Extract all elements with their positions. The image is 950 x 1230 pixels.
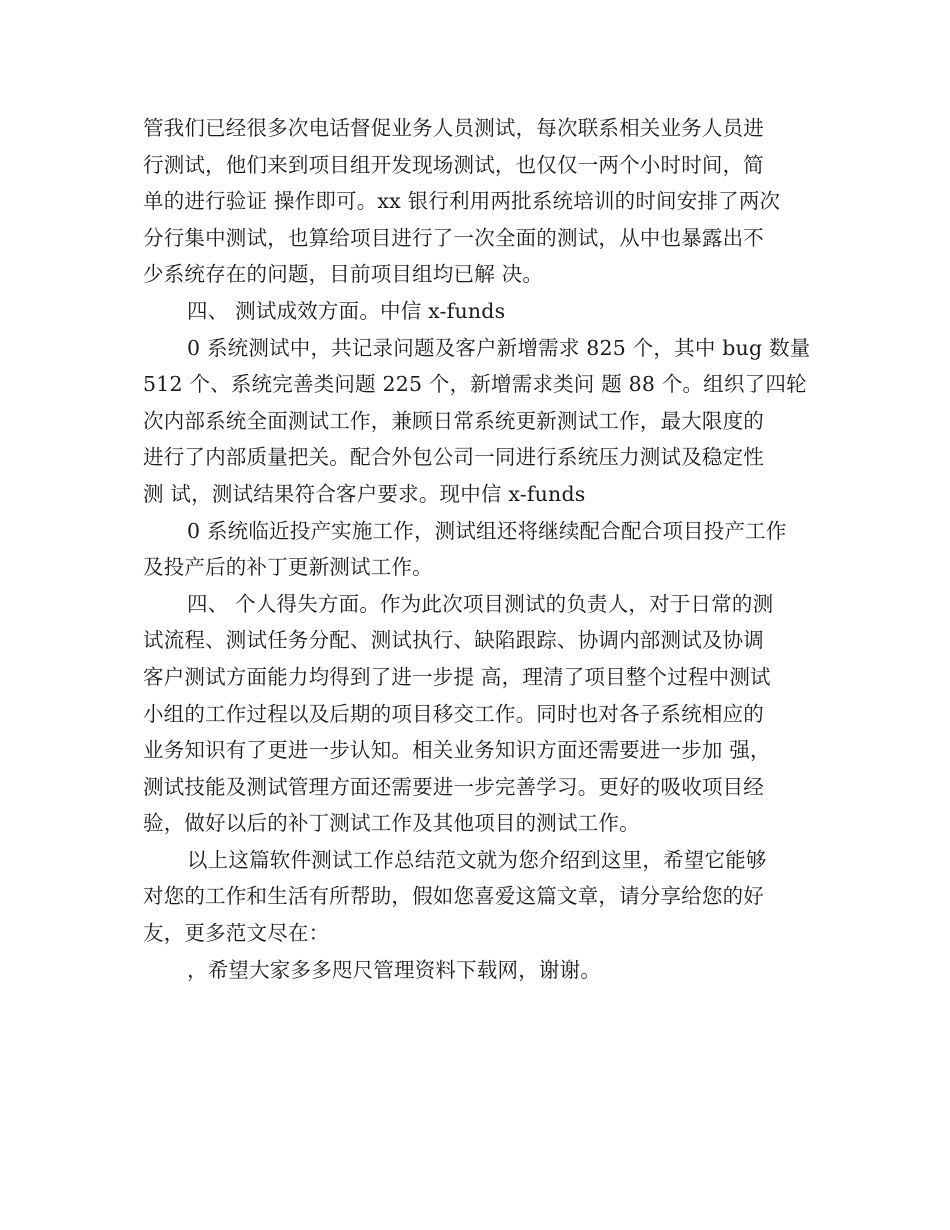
text-line: 行测试，他们来到项目组开发现场测试，也仅仅一两个小时时间，简 <box>143 152 764 177</box>
text-line: 小组的工作过程以及后期的项目移交工作。同时也对各子系统相应的 <box>143 701 764 726</box>
text-line: 试流程、测试任务分配、测试执行、缺陷跟踪、协调内部测试及协调 <box>143 628 764 653</box>
text-line: 客户测试方面能力均得到了进一步提 高，理清了项目整个过程中测试 <box>143 664 771 689</box>
text-line: 0 系统临近投产实施工作，测试组还将继续配合配合项目投产工作 <box>187 518 787 543</box>
text-line: 友，更多范文尽在： <box>143 921 330 946</box>
text-line: 及投产后的补丁更新测试工作。 <box>143 555 433 580</box>
text-line: 进行了内部质量把关。配合外包公司一同进行系统压力测试及稳定性 <box>143 445 764 470</box>
text-line: 验，做好以后的补丁测试工作及其他项目的测试工作。 <box>143 811 640 836</box>
text-line: 以上这篇软件测试工作总结范文就为您介绍到这里，希望它能够 <box>187 847 767 872</box>
text-line: 512 个、系统完善类问题 225 个，新增需求类问 题 88 个。组织了四轮 <box>143 372 807 397</box>
text-line: 测试技能及测试管理方面还需要进一步完善学习。更好的吸收项目经 <box>143 774 764 799</box>
text-line: 管我们已经很多次电话督促业务人员测试，每次联系相关业务人员进 <box>143 116 764 140</box>
text-line: 分行集中测试，也算给项目进行了一次全面的测试，从中也暴露出不 <box>143 225 764 250</box>
text-line: 少系统存在的问题，目前项目组均已解 决。 <box>143 262 544 287</box>
document-body <box>143 110 823 988</box>
text-line: 四、 个人得失方面。作为此次项目测试的负责人，对于日常的测 <box>187 591 774 616</box>
text-line: ，希望大家多多咫尺管理资料下载网，谢谢。 <box>187 957 601 982</box>
text-line: 单的进行验证 操作即可。xx 银行利用两批系统培训的时间安排了两次 <box>143 189 781 214</box>
text-line: 四、 测试成效方面。中信 x-funds <box>187 298 506 323</box>
text-line: 测 试，测试结果符合客户要求。现中信 x-funds <box>143 481 586 506</box>
text-line: 0 系统测试中，共记录问题及客户新增需求 825 个，其中 bug 数量 <box>187 335 811 360</box>
text-line: 业务知识有了更进一步认知。相关业务知识方面还需要进一步加 强， <box>143 738 771 763</box>
text-line: 次内部系统全面测试工作，兼顾日常系统更新测试工作，最大限度的 <box>143 408 764 433</box>
text-line: 对您的工作和生活有所帮助，假如您喜爱这篇文章，请分享给您的好 <box>143 884 764 909</box>
